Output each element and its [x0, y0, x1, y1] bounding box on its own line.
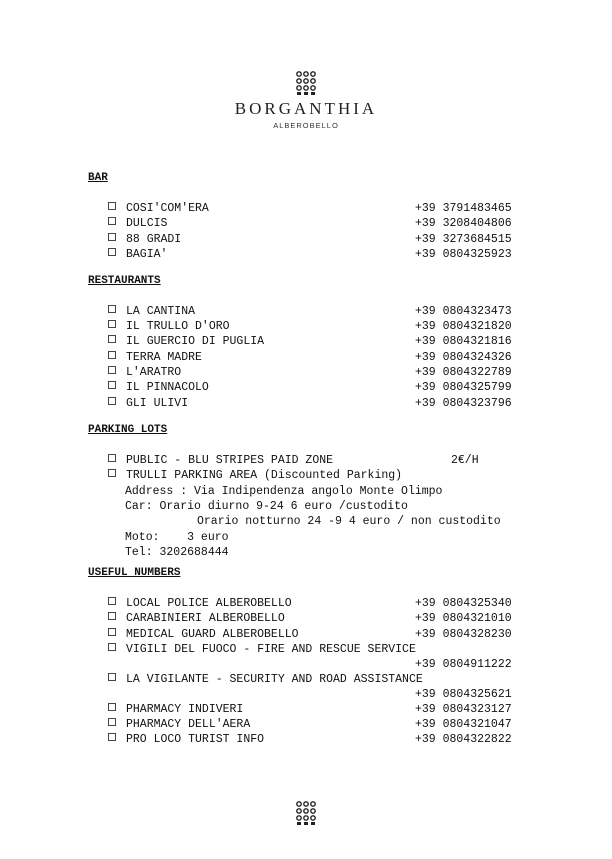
useful-phone: +39 0804911222 [415, 658, 512, 671]
list-item [108, 201, 209, 216]
restaurant-name: TERRA MADRE [126, 351, 202, 364]
list-item [108, 334, 264, 349]
list-item [108, 717, 250, 732]
checkbox-icon [108, 381, 116, 389]
section-heading-bar: BAR [88, 172, 108, 184]
useful-phone: +39 0804325340 [415, 597, 512, 610]
parking-public-price: 2€/H [451, 454, 479, 467]
list-item [108, 453, 333, 468]
bar-phone: +39 3208404806 [415, 217, 512, 230]
useful-name: PHARMACY DELL'AERA [126, 718, 251, 731]
list-item [108, 672, 423, 687]
restaurant-phone: +39 0804323796 [415, 397, 512, 410]
list-item [108, 702, 243, 717]
parking-car-night: Orario notturno 24 -9 4 euro / non custodito [197, 515, 501, 528]
list-item [108, 642, 416, 657]
useful-phone: +39 0804323127 [415, 703, 512, 716]
checkbox-icon [108, 233, 116, 241]
useful-name: PRO LOCO TURIST INFO [126, 733, 265, 746]
checkbox-icon [108, 597, 116, 605]
bar-name: BAGIA' [126, 248, 168, 261]
checkbox-icon [108, 320, 116, 328]
checkbox-icon [108, 628, 116, 636]
restaurant-name: IL PINNACOLO [126, 381, 209, 394]
checkbox-icon [108, 733, 116, 741]
brand-name: BORGANTHIA [234, 99, 378, 118]
checkbox-icon [108, 612, 116, 620]
list-item [108, 380, 209, 395]
parking-address: Address : Via Indipendenza angolo Monte Olimpo [125, 485, 443, 498]
bar-phone: +39 0804325923 [415, 248, 512, 261]
bar-name: 88 GRADI [126, 233, 182, 246]
restaurant-phone: +39 0804323473 [415, 305, 512, 318]
restaurant-name: L'ARATRO [126, 366, 182, 379]
useful-phone: +39 0804328230 [415, 628, 512, 641]
bar-name: DULCIS [126, 217, 168, 230]
checkbox-icon [108, 454, 116, 462]
useful-phone: +39 0804322822 [415, 733, 512, 746]
list-item [108, 304, 195, 319]
list-item [108, 232, 181, 247]
restaurant-phone: +39 0804322789 [415, 366, 512, 379]
checkbox-icon [108, 202, 116, 210]
logo-icon [295, 70, 317, 96]
useful-name: PHARMACY INDIVERI [126, 703, 244, 716]
checkbox-icon [108, 305, 116, 313]
checkbox-icon [108, 366, 116, 374]
bar-name: COSI'COM'ERA [126, 202, 209, 215]
parking-moto: Moto: 3 euro [125, 531, 229, 544]
restaurant-name: GLI ULIVI [126, 397, 189, 410]
parking-public-name: PUBLIC - BLU STRIPES PAID ZONE [126, 454, 334, 467]
checkbox-icon [108, 673, 116, 681]
section-heading-useful: USEFUL NUMBERS [88, 567, 181, 579]
list-item [108, 396, 188, 411]
restaurant-phone: +39 0804321816 [415, 335, 512, 348]
bar-phone: +39 3791483465 [415, 202, 512, 215]
parking-car-day: Car: Orario diurno 9-24 6 euro /custodito [125, 500, 408, 513]
useful-name: CARABINIERI ALBEROBELLO [126, 612, 285, 625]
bar-phone: +39 3273684515 [415, 233, 512, 246]
restaurant-phone: +39 0804325799 [415, 381, 512, 394]
list-item [108, 627, 299, 642]
checkbox-icon [108, 248, 116, 256]
list-item [108, 216, 167, 231]
checkbox-icon [108, 351, 116, 359]
list-item [108, 319, 230, 334]
brand-location: ALBEROBELLO [273, 121, 339, 130]
useful-name: LOCAL POLICE ALBEROBELLO [126, 597, 292, 610]
checkbox-icon [108, 217, 116, 225]
checkbox-icon [108, 469, 116, 477]
list-item [108, 596, 292, 611]
restaurant-name: IL GUERCIO DI PUGLIA [126, 335, 265, 348]
section-heading-parking: PARKING LOTS [88, 424, 168, 436]
checkbox-icon [108, 718, 116, 726]
restaurant-name: LA CANTINA [126, 305, 196, 318]
useful-phone: +39 0804321010 [415, 612, 512, 625]
restaurant-phone: +39 0804321820 [415, 320, 512, 333]
parking-tel: Tel: 3202688444 [125, 546, 229, 559]
useful-name: VIGILI DEL FUOCO - FIRE AND RESCUE SERVICE [126, 643, 416, 656]
useful-name: LA VIGILANTE - SECURITY AND ROAD ASSISTANCE [126, 673, 423, 686]
list-item [108, 247, 167, 262]
list-item [108, 611, 285, 626]
useful-name: MEDICAL GUARD ALBEROBELLO [126, 628, 299, 641]
checkbox-icon [108, 335, 116, 343]
section-heading-restaurants: RESTAURANTS [88, 275, 161, 287]
list-item [108, 468, 402, 483]
restaurant-phone: +39 0804324326 [415, 351, 512, 364]
useful-phone: +39 0804325621 [415, 688, 512, 701]
useful-phone: +39 0804321047 [415, 718, 512, 731]
checkbox-icon [108, 643, 116, 651]
parking-trulli-name: TRULLI PARKING AREA (Discounted Parking) [126, 469, 403, 482]
checkbox-icon [108, 703, 116, 711]
list-item [108, 365, 181, 380]
restaurant-name: IL TRULLO D'ORO [126, 320, 230, 333]
list-item [108, 350, 202, 365]
list-item [108, 732, 264, 747]
checkbox-icon [108, 397, 116, 405]
logo-icon [295, 800, 317, 826]
